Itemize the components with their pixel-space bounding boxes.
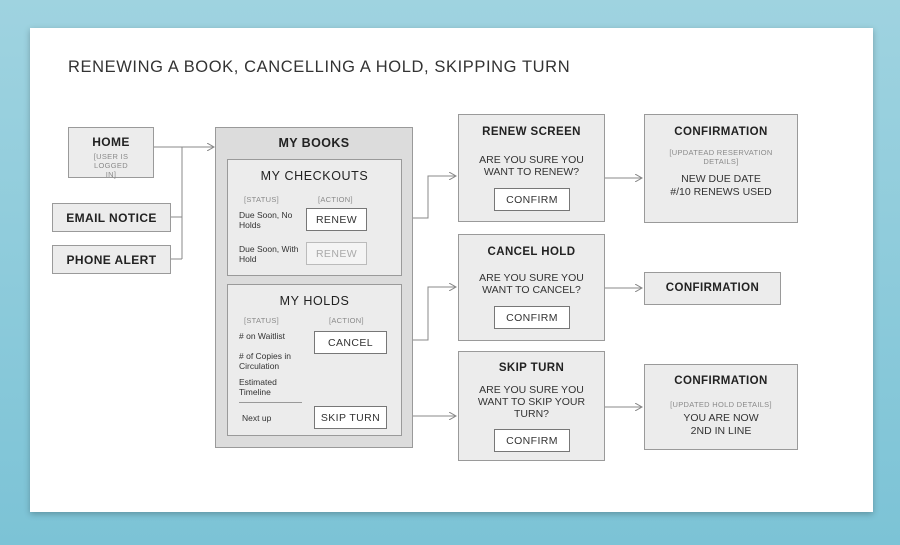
confirmation-cancel — [644, 272, 781, 305]
checkouts-action-header: [ACTION] — [318, 195, 353, 204]
confirmation-cancel-title: CONFIRMATION — [665, 282, 760, 294]
my-checkouts-panel — [227, 159, 402, 276]
my-books-title: MY BOOKS — [278, 136, 350, 150]
hold-status-waitlist: # on Waitlist — [239, 331, 285, 341]
phone-alert-label: PHONE ALERT — [66, 253, 157, 267]
confirmation-renew — [644, 114, 798, 223]
renew-screen — [458, 114, 605, 222]
skip-confirm-button[interactable]: CONFIRM — [494, 429, 570, 452]
renew-button[interactable]: RENEW — [306, 208, 367, 231]
renew-screen-question: ARE YOU SURE YOU WANT TO RENEW? — [479, 154, 584, 178]
skip-turn-title: SKIP TURN — [498, 362, 565, 374]
skip-turn-question: ARE YOU SURE YOU WANT TO SKIP YOUR TURN? — [477, 384, 586, 420]
hold-status-timeline: Estimated Timeline — [239, 377, 277, 397]
diagram-card — [30, 28, 873, 512]
home-node — [68, 127, 154, 178]
my-books-screen — [215, 127, 413, 448]
my-checkouts-title: MY CHECKOUTS — [260, 169, 369, 183]
holds-action-header: [ACTION] — [329, 316, 364, 325]
holds-divider — [239, 402, 302, 403]
cancel-button[interactable]: CANCEL — [314, 331, 387, 354]
confirmation-skip-line1: YOU ARE NOW — [683, 412, 759, 424]
phone-alert-node — [52, 245, 171, 274]
home-label: HOME — [92, 135, 130, 149]
cancel-hold-question: ARE YOU SURE YOU WANT TO CANCEL? — [479, 272, 584, 296]
my-holds-panel — [227, 284, 402, 436]
confirmation-renew-line1: NEW DUE DATE — [681, 173, 761, 185]
cancel-hold-title: CANCEL HOLD — [487, 246, 576, 258]
skip-turn-button[interactable]: SKIP TURN — [314, 406, 387, 429]
holds-status-header: [STATUS] — [244, 316, 280, 325]
confirmation-skip-title: CONFIRMATION — [674, 375, 768, 387]
email-notice-node — [52, 203, 171, 232]
cancel-confirm-button[interactable]: CONFIRM — [494, 306, 570, 329]
cancel-hold-screen — [458, 234, 605, 341]
confirmation-renew-note: [UPDATEAD RESERVATION DETAILS] — [669, 148, 773, 166]
confirmation-skip — [644, 364, 798, 450]
email-notice-label: EMAIL NOTICE — [66, 211, 157, 225]
checkouts-status-header: [STATUS] — [244, 195, 280, 204]
confirmation-skip-line2: 2ND IN LINE — [690, 425, 752, 437]
confirmation-skip-note: [UPDATED HOLD DETAILS] — [670, 400, 772, 409]
confirmation-renew-title: CONFIRMATION — [674, 126, 768, 138]
renew-button-disabled: RENEW — [306, 242, 367, 265]
hold-status-next-up: Next up — [242, 413, 272, 423]
checkout-status-1: Due Soon, No Holds — [239, 210, 293, 230]
hold-status-copies: # of Copies in Circulation — [239, 351, 291, 371]
skip-turn-screen — [458, 351, 605, 461]
home-note: [USER IS LOGGED IN] — [93, 152, 129, 179]
renew-screen-title: RENEW SCREEN — [482, 126, 581, 138]
renew-confirm-button[interactable]: CONFIRM — [494, 188, 570, 211]
my-holds-title: MY HOLDS — [279, 294, 350, 308]
confirmation-renew-line2: #/10 RENEWS USED — [670, 186, 772, 198]
diagram-title: RENEWING A BOOK, CANCELLING A HOLD, SKIPPING TURN — [68, 58, 571, 76]
checkout-status-2: Due Soon, With Hold — [239, 244, 299, 264]
